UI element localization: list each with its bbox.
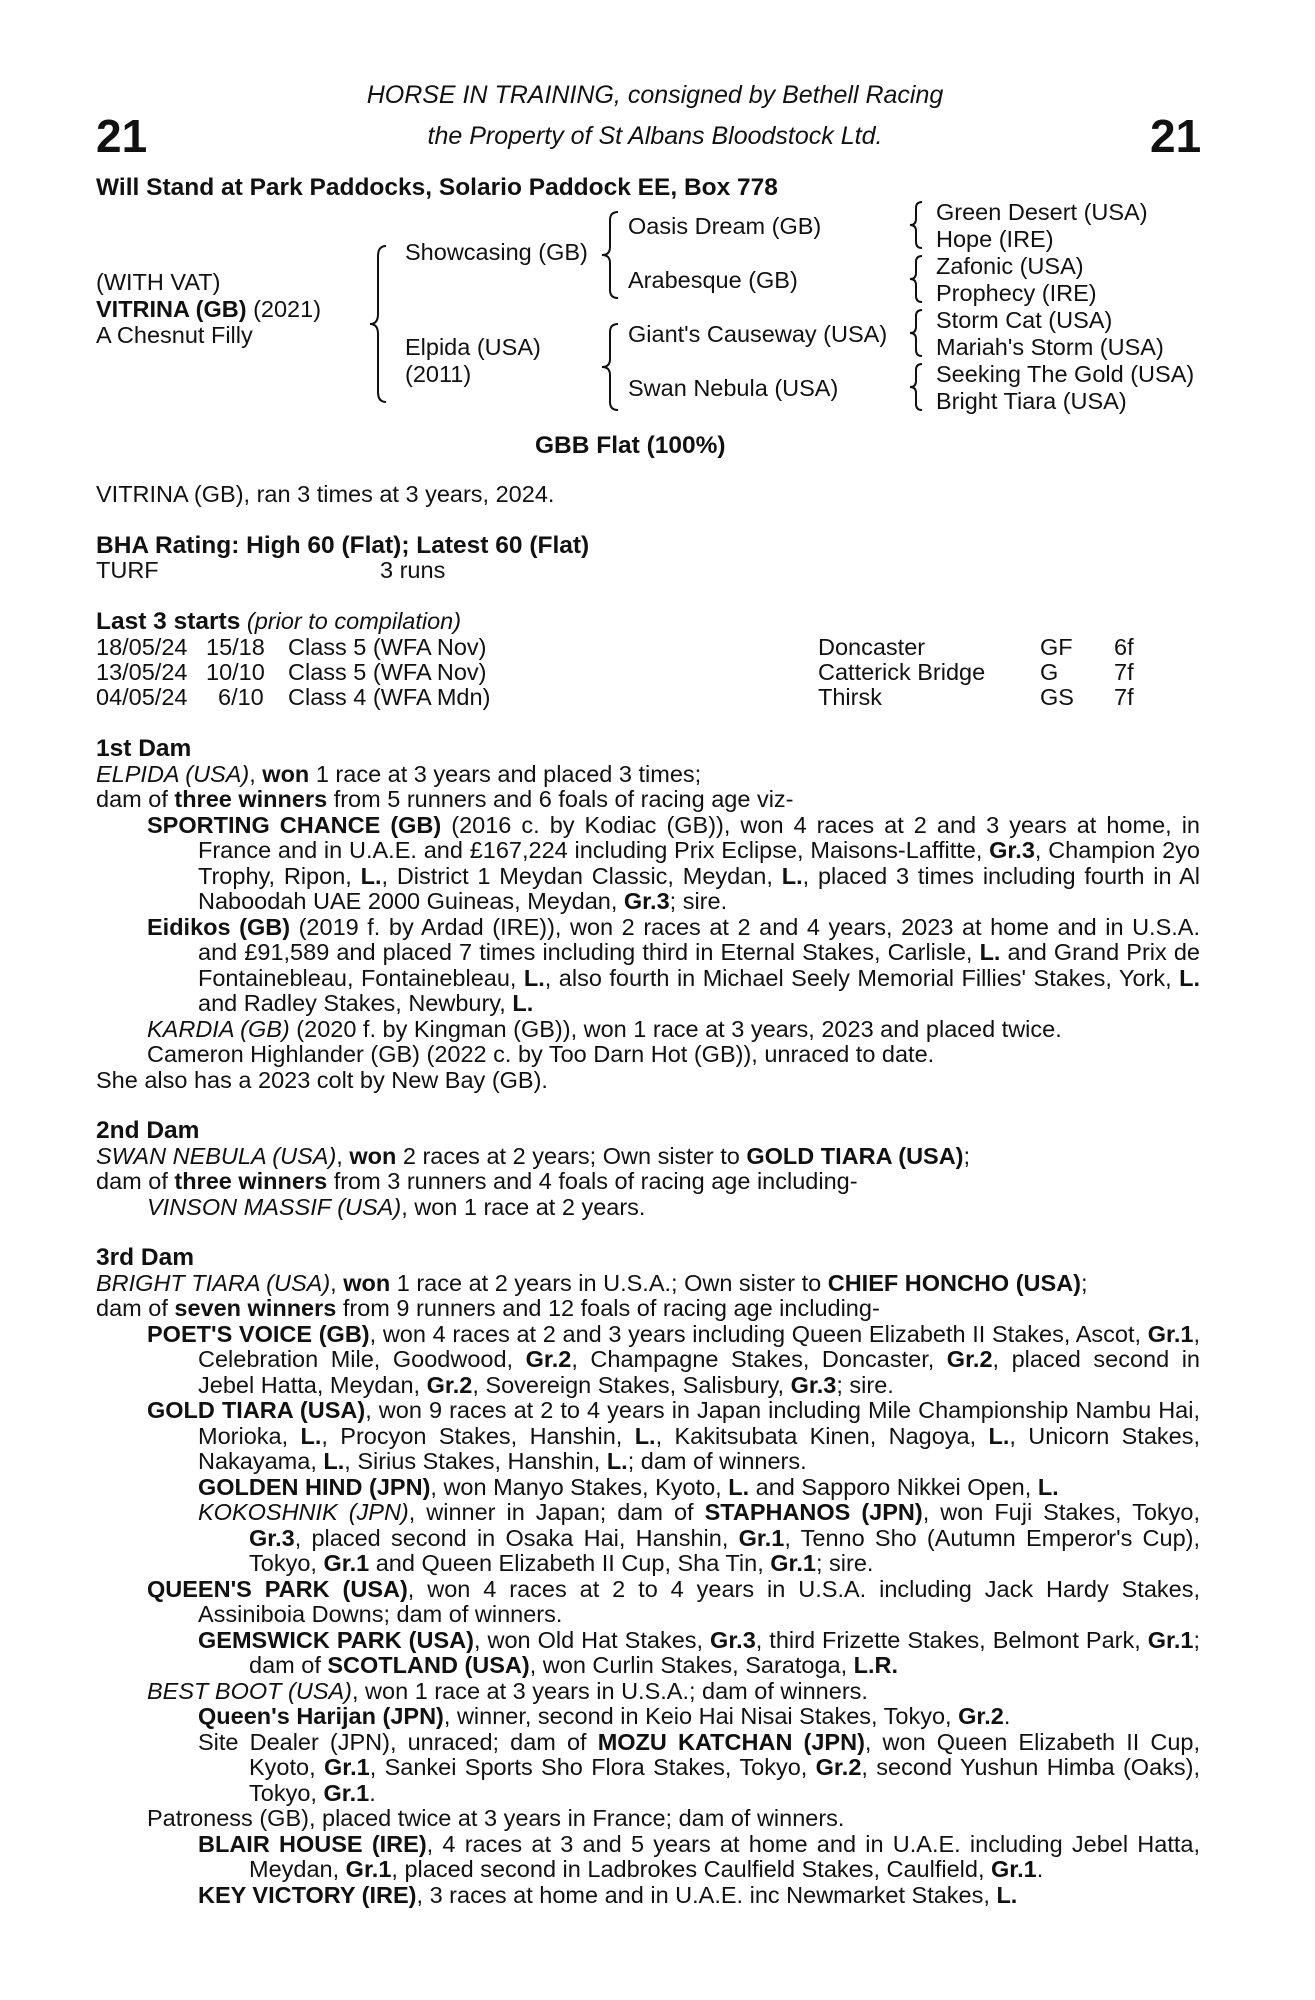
gbb-status: GBB Flat (100%) bbox=[535, 432, 726, 459]
start-date: 13/05/24 bbox=[96, 659, 188, 685]
produce-name: BEST BOOT (USA) bbox=[147, 1677, 352, 1704]
produce-entry: KOKOSHNIK (JPN), winner in Japan; dam of STAPHANOS (JPN), won Fuji Stakes, Tokyo, Gr.3, placed second in Osaka Hai, Hanshin, Gr.1, Tenno Sho (Autumn Emperor's Cup), Tokyo, Gr.1 and Queen Elizabeth II Cup, Sha Tin, Gr.1; sire. bbox=[198, 1499, 1201, 1576]
produce-name: POET'S VOICE (GB) bbox=[147, 1320, 370, 1347]
horse-year: (2021) bbox=[253, 296, 322, 322]
produce-name: BLAIR HOUSE (IRE) bbox=[198, 1830, 427, 1857]
pedigree-notes bbox=[96, 736, 1200, 1908]
first-dam-line: ELPIDA (USA), won 1 race at 3 years and placed 3 times; bbox=[96, 760, 702, 787]
horse-description: A Chesnut Filly bbox=[96, 322, 253, 348]
consignor-line: HORSE IN TRAINING, consigned by Bethell Racing bbox=[366, 81, 944, 109]
pedigree-brace-dam bbox=[600, 322, 622, 412]
produce-name: KOKOSHNIK (JPN) bbox=[198, 1499, 409, 1525]
produce-name: KEY VICTORY (IRE) bbox=[198, 1881, 417, 1908]
produce-entry: VINSON MASSIF (USA), won 1 race at 2 years. bbox=[147, 1193, 646, 1220]
dam-name: BRIGHT TIARA (USA) bbox=[96, 1269, 331, 1296]
race-summary: VITRINA (GB), ran 3 times at 3 years, 2024. bbox=[96, 481, 555, 507]
start-position: 15/18 bbox=[206, 634, 265, 660]
bha-rating: BHA Rating: High 60 (Flat); Latest 60 (Flat) bbox=[96, 532, 590, 559]
produce-entry: Site Dealer (JPN), unraced; dam of MOZU KATCHAN (JPN), won Queen Elizabeth II Cup, Kyoto, Gr.1, Sankei Sports Sho Flora Stakes, Tokyo, Gr.2, second Yushun Himba (Oaks), Tokyo, Gr.1. bbox=[198, 1728, 1200, 1806]
sire-sire-dam: Hope (IRE) bbox=[936, 226, 1054, 252]
lot-number-left: 21 bbox=[96, 110, 148, 162]
produce-entry: BLAIR HOUSE (IRE), 4 races at 3 and 5 years at home and in U.A.E. including Jebel Hatta, Meydan, Gr.1, placed second in Ladbrokes Caulfield Stakes, Caulfield, Gr.1. bbox=[198, 1830, 1200, 1882]
pedigree-brace-ss bbox=[908, 200, 926, 250]
stand-location: Will Stand at Park Paddocks, Solario Paddock EE, Box 778 bbox=[96, 174, 778, 201]
sire-sire-sire: Green Desert (USA) bbox=[936, 199, 1148, 225]
start-race: Class 4 (WFA Mdn) bbox=[288, 684, 491, 710]
dam: Elpida (USA) bbox=[405, 334, 541, 360]
produce-name: KARDIA (GB) bbox=[147, 1015, 290, 1042]
pedigree-brace-main bbox=[366, 244, 392, 404]
winners-count: three winners bbox=[174, 786, 328, 812]
dam-dam: Swan Nebula (USA) bbox=[628, 375, 839, 401]
produce-name: Queen's Harijan (JPN) bbox=[198, 1703, 444, 1729]
start-course: Thirsk bbox=[818, 684, 882, 710]
dam-sire-dam: Mariah's Storm (USA) bbox=[936, 334, 1164, 360]
property-line: the Property of St Albans Bloodstock Ltd. bbox=[427, 122, 883, 150]
surface-runs: 3 runs bbox=[380, 557, 446, 583]
third-dam-heading: 3rd Dam bbox=[96, 1244, 195, 1271]
produce-entry: GOLD TIARA (USA), won 9 races at 2 to 4 years in Japan including Mile Championship Nambu Hai, Morioka, L., Procyon Stakes, Hanshin, L., Kakitsubata Kinen, Nagoya, L., Unicorn Stakes, Nakayama, L., Sirius Stakes, Hanshin, L.; dam of winners. bbox=[147, 1397, 1201, 1474]
pedigree-brace-dd bbox=[908, 362, 926, 412]
produce-entry: Queen's Harijan (JPN), winner, second in Keio Hai Nisai Stakes, Tokyo, Gr.2. bbox=[198, 1703, 1011, 1729]
dam-name: ELPIDA (USA) bbox=[96, 760, 250, 787]
produce-entry: QUEEN'S PARK (USA), won 4 races at 2 to 4 years in U.S.A. including Jack Hardy Stakes, Assiniboia Downs; dam of winners. bbox=[147, 1575, 1200, 1627]
produce-entry: Eidikos (GB) (2019 f. by Ardad (IRE)), won 2 races at 2 and 4 years, 2023 at home and in U.S.A. and £91,589 and placed 7 times including third in Eternal Stakes, Carlisle, L. and Grand Prix de Fontainebleau, Fontainebleau, L., also fourth in Michael Seely Memorial Fillies' Stakes, York, L. and Radley Stakes, Newbury, L. bbox=[147, 913, 1201, 1016]
sire: Showcasing (GB) bbox=[405, 239, 588, 265]
produce-entry: Cameron Highlander (GB) (2022 c. by Too Darn Hot (GB)), unraced to date. bbox=[147, 1041, 935, 1067]
dam-of: dam of bbox=[96, 786, 175, 812]
dam-year: (2011) bbox=[405, 361, 472, 387]
sire-dam: Arabesque (GB) bbox=[628, 267, 798, 293]
sire-dam-sire: Zafonic (USA) bbox=[936, 253, 1084, 279]
produce-name: VINSON MASSIF (USA) bbox=[147, 1193, 402, 1220]
start-going: GF bbox=[1040, 634, 1073, 660]
produce-name: Eidikos (GB) bbox=[147, 913, 291, 940]
dam-dam-sire: Seeking The Gold (USA) bbox=[936, 361, 1195, 387]
dam-dam-dam: Bright Tiara (USA) bbox=[936, 388, 1127, 414]
produce-name: GOLD TIARA (USA) bbox=[147, 1397, 366, 1423]
sire-dam-dam: Prophecy (IRE) bbox=[936, 280, 1097, 306]
dam-sire: Giant's Causeway (USA) bbox=[628, 321, 888, 347]
third-dam-line: BRIGHT TIARA (USA), won 1 race at 2 years in U.S.A.; Own sister to CHIEF HONCHO (USA); bbox=[96, 1269, 1088, 1296]
pedigree-brace-sd bbox=[908, 254, 926, 304]
pedigree-brace-ds bbox=[908, 308, 926, 358]
start-going: G bbox=[1040, 659, 1059, 685]
first-dam-produce bbox=[96, 787, 1200, 813]
last-starts-heading bbox=[96, 609, 461, 635]
produce-entry: Patroness (GB), placed twice at 3 years in France; dam of winners. bbox=[147, 1805, 845, 1831]
last-starts-note: (prior to compilation) bbox=[246, 608, 462, 634]
dam-text: 1 race at 3 years and placed 3 times; bbox=[309, 760, 702, 787]
produce-name: QUEEN'S PARK (USA) bbox=[147, 1575, 408, 1602]
start-course: Catterick Bridge bbox=[818, 659, 986, 685]
start-distance: 7f bbox=[1114, 684, 1134, 710]
produce-entry: BEST BOOT (USA), won 1 race at 3 years in U.S.A.; dam of winners. bbox=[147, 1677, 868, 1704]
produce-note: She also has a 2023 colt by New Bay (GB). bbox=[96, 1066, 548, 1093]
start-date: 18/05/24 bbox=[96, 634, 188, 660]
surface-label: TURF bbox=[96, 557, 159, 583]
sire-sire: Oasis Dream (GB) bbox=[628, 213, 822, 239]
start-position: 10/10 bbox=[206, 659, 265, 685]
produce-entry: KEY VICTORY (IRE), 3 races at home and in U.A.E. inc Newmarket Stakes, L. bbox=[198, 1881, 1018, 1908]
start-date: 04/05/24 bbox=[96, 684, 188, 710]
first-dam-heading: 1st Dam bbox=[96, 735, 192, 762]
second-dam-heading: 2nd Dam bbox=[96, 1117, 200, 1144]
start-race: Class 5 (WFA Nov) bbox=[288, 659, 487, 685]
produce-name: SPORTING CHANCE (GB) bbox=[147, 811, 442, 838]
horse-title bbox=[96, 297, 321, 323]
start-course: Doncaster bbox=[818, 634, 926, 660]
start-race: Class 5 (WFA Nov) bbox=[288, 634, 487, 660]
start-going: GS bbox=[1040, 684, 1074, 710]
third-dam-produce: dam of seven winners from 9 runners and 12 foals of racing age including- bbox=[96, 1295, 880, 1321]
won-label: won bbox=[262, 760, 310, 787]
dam-name: SWAN NEBULA (USA) bbox=[96, 1142, 337, 1169]
last-starts-title: Last 3 starts bbox=[96, 608, 241, 635]
produce-entry: SPORTING CHANCE (GB) (2016 c. by Kodiac (GB)), won 4 races at 2 and 3 years at home, in France and in U.A.E. and £167,224 including Prix Eclipse, Maisons-Laffitte, Gr.3, Champion 2yo Trophy, Ripon, L., District 1 Meydan Classic, Meydan, L., placed 3 times including fourth in Al Naboodah UAE 2000 Guineas, Meydan, Gr.3; sire. bbox=[147, 811, 1201, 914]
produce-entry: POET'S VOICE (GB), won 4 races at 2 and 3 years including Queen Elizabeth II Stakes, Ascot, Gr.1, Celebration Mile, Goodwood, Gr.2, Champagne Stakes, Doncaster, Gr.2, placed second in Jebel Hatta, Meydan, Gr.2, Sovereign Stakes, Salisbury, Gr.3; sire. bbox=[147, 1320, 1200, 1398]
produce-name: GEMSWICK PARK (USA) bbox=[198, 1626, 474, 1653]
dam-sire-sire: Storm Cat (USA) bbox=[936, 307, 1113, 333]
produce-name: GOLDEN HIND (JPN) bbox=[198, 1473, 431, 1500]
second-dam-line: SWAN NEBULA (USA), won 2 races at 2 years; Own sister to GOLD TIARA (USA); bbox=[96, 1142, 971, 1169]
start-distance: 7f bbox=[1114, 659, 1134, 685]
horse-name: VITRINA (GB) bbox=[96, 296, 247, 322]
produce-entry: GEMSWICK PARK (USA), won Old Hat Stakes, Gr.3, third Frizette Stakes, Belmont Park, Gr.1; dam of SCOTLAND (USA), won Curlin Stakes, Saratoga, L.R. bbox=[198, 1626, 1200, 1678]
start-distance: 6f bbox=[1114, 634, 1134, 660]
lot-number-right: 21 bbox=[1150, 110, 1202, 162]
second-dam-produce: dam of three winners from 3 runners and 4 foals of racing age including- bbox=[96, 1168, 858, 1194]
vat-note: (WITH VAT) bbox=[96, 269, 221, 295]
produce-entry: GOLDEN HIND (JPN), won Manyo Stakes, Kyoto, L. and Sapporo Nikkei Open, L. bbox=[198, 1473, 1059, 1500]
pedigree-brace-sire bbox=[600, 210, 622, 300]
dam-text: from 5 runners and 6 foals of racing age viz- bbox=[327, 786, 794, 812]
produce-entry: KARDIA (GB) (2020 f. by Kingman (GB)), won 1 race at 3 years, 2023 and placed twice. bbox=[147, 1015, 1062, 1042]
start-position: 6/10 bbox=[218, 684, 264, 710]
